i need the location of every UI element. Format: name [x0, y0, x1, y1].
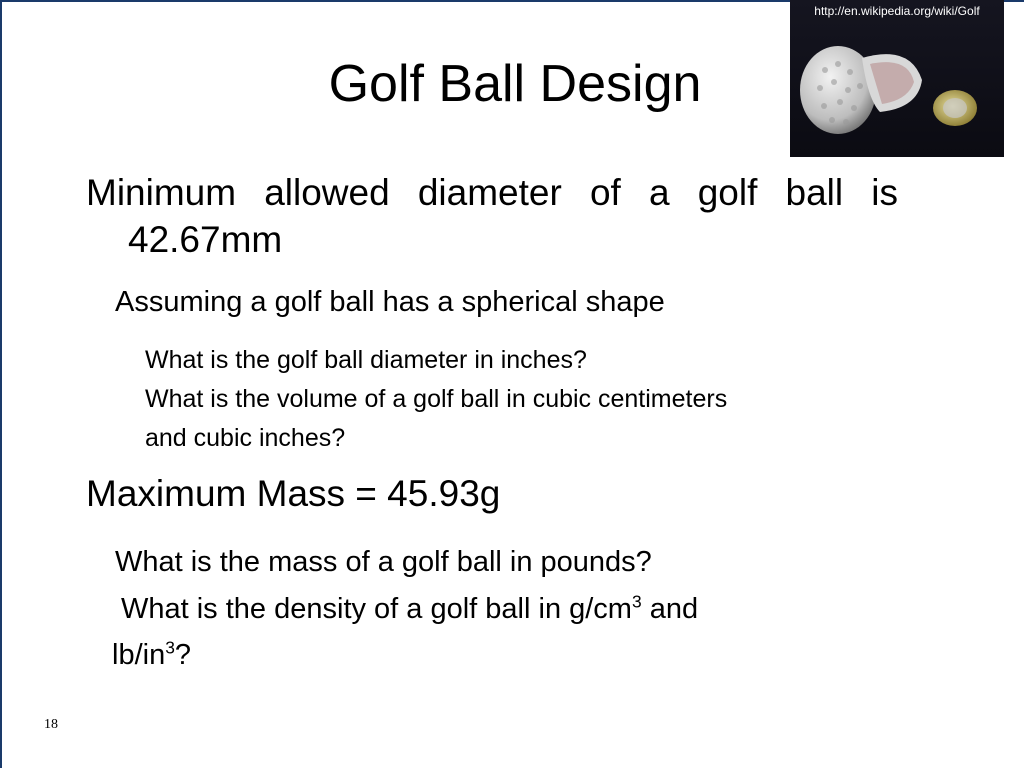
bullet-min-diameter-value: 42.67mm	[128, 219, 283, 260]
question-mass-pounds: What is the mass of a golf ball in pounds?	[115, 546, 652, 578]
question-density	[121, 592, 698, 626]
question-density-and: and	[641, 593, 699, 625]
superscript-3: 3	[631, 591, 642, 612]
question-mark: ?	[174, 639, 192, 671]
question-density-cont	[112, 638, 191, 672]
question-diameter-inches: What is the golf ball diameter in inches?	[145, 346, 587, 374]
bullet-min-diameter: Minimum allowed diameter of a golf ball is	[86, 172, 898, 213]
slide-title: Golf Ball Design	[328, 55, 702, 113]
golf-ball-illustration	[790, 0, 1004, 157]
sub-bullet-spherical: Assuming a golf ball has a spherical shape	[115, 286, 665, 318]
question-density-text: What is the density of a golf ball in g/cm	[121, 593, 632, 625]
page-number: 18	[44, 717, 58, 732]
photo-source-url: http://en.wikipedia.org/wiki/Golf	[814, 4, 980, 18]
question-volume-cont: and cubic inches?	[145, 424, 346, 452]
superscript-3: 3	[165, 637, 175, 658]
golf-ball-photo	[790, 0, 1004, 157]
bullet-max-mass: Maximum Mass = 45.93g	[86, 473, 501, 514]
question-density-unit: lb/in	[112, 639, 166, 671]
question-volume: What is the volume of a golf ball in cubic centimeters	[145, 385, 728, 413]
slide-left-border	[0, 0, 2, 768]
